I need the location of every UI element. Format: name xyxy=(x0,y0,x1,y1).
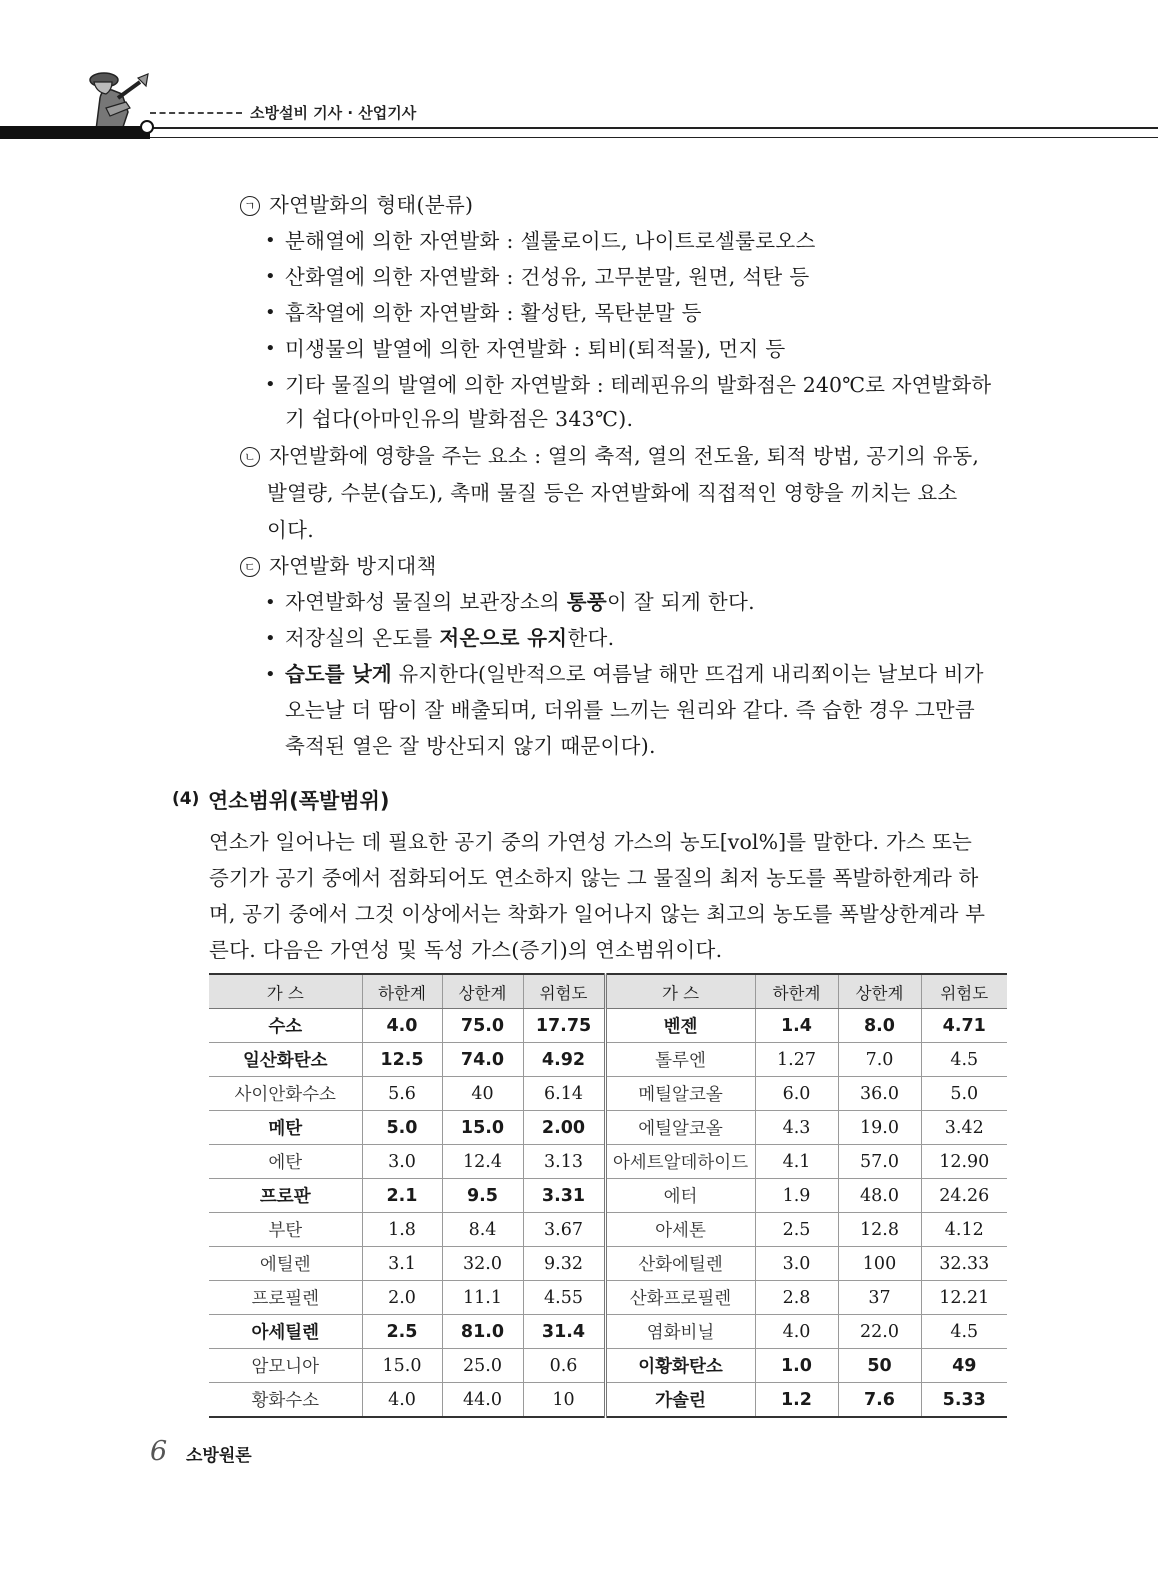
value-cell: 5.0 xyxy=(362,1111,442,1145)
value-cell: 81.0 xyxy=(442,1315,523,1349)
value-cell: 1.27 xyxy=(755,1043,838,1077)
column-header: 위험도 xyxy=(921,974,1007,1009)
gas-name-cell: 산화에틸렌 xyxy=(605,1247,755,1281)
item-c-title-text: 자연발화 방지대책 xyxy=(269,554,437,578)
value-cell: 3.0 xyxy=(362,1145,442,1179)
value-cell: 4.5 xyxy=(921,1043,1007,1077)
value-cell: 4.92 xyxy=(523,1043,605,1077)
section-paragraph-line: 연소가 일어나는 데 필요한 공기 중의 가연성 가스의 농도[vol%]를 말한다. 가스 또는 xyxy=(209,830,972,854)
bullet: • xyxy=(265,338,276,359)
value-cell: 19.0 xyxy=(838,1111,921,1145)
value-cell: 15.0 xyxy=(442,1111,523,1145)
item-c-title xyxy=(240,552,437,580)
circled-marker-c: ㄷ xyxy=(240,557,260,577)
value-cell: 12.4 xyxy=(442,1145,523,1179)
gas-name-cell: 벤젠 xyxy=(605,1009,755,1043)
value-cell: 6.0 xyxy=(755,1077,838,1111)
table-row xyxy=(209,1111,1007,1145)
value-cell: 10 xyxy=(523,1383,605,1418)
value-cell: 5.6 xyxy=(362,1077,442,1111)
header-dash-line xyxy=(150,112,242,114)
header-ring-icon xyxy=(140,120,154,134)
value-cell: 1.0 xyxy=(755,1349,838,1383)
circled-marker-b: ㄴ xyxy=(240,447,260,467)
value-cell: 2.8 xyxy=(755,1281,838,1315)
value-cell: 0.6 xyxy=(523,1349,605,1383)
gas-name-cell: 에터 xyxy=(605,1179,755,1213)
value-cell: 50 xyxy=(838,1349,921,1383)
gas-name-cell: 아세트알데하이드 xyxy=(605,1145,755,1179)
bullet: • xyxy=(265,266,276,287)
gas-name-cell: 이황화탄소 xyxy=(605,1349,755,1383)
a-item: 기타 물질의 발열에 의한 자연발화 : 테레핀유의 발화점은 240℃로 자연발화하 xyxy=(285,373,992,397)
value-cell: 2.1 xyxy=(362,1179,442,1213)
table-row xyxy=(209,1145,1007,1179)
c-item-temperature: 저장실의 온도를 저온으로 유지한다. xyxy=(285,626,615,650)
bullet: • xyxy=(265,230,276,251)
value-cell: 4.12 xyxy=(921,1213,1007,1247)
value-cell: 4.0 xyxy=(362,1383,442,1418)
table-row xyxy=(209,1009,1007,1043)
gas-name-cell: 메탄 xyxy=(209,1111,362,1145)
item-b-line: 이다. xyxy=(267,518,315,542)
value-cell: 57.0 xyxy=(838,1145,921,1179)
c-item-ventilation: 자연발화성 물질의 보관장소의 통풍이 잘 되게 한다. xyxy=(285,590,755,614)
value-cell: 36.0 xyxy=(838,1077,921,1111)
circled-marker-a: ㄱ xyxy=(240,196,260,216)
table-row xyxy=(209,1315,1007,1349)
value-cell: 12.21 xyxy=(921,1281,1007,1315)
value-cell: 25.0 xyxy=(442,1349,523,1383)
header-rule-thin xyxy=(150,137,1158,138)
value-cell: 7.0 xyxy=(838,1043,921,1077)
gas-name-cell: 아세틸렌 xyxy=(209,1315,362,1349)
value-cell: 4.71 xyxy=(921,1009,1007,1043)
gas-name-cell: 염화비닐 xyxy=(605,1315,755,1349)
value-cell: 3.0 xyxy=(755,1247,838,1281)
footer-label: 소방원론 xyxy=(186,1446,252,1466)
table-row xyxy=(209,1383,1007,1418)
flammability-range-table xyxy=(209,973,1007,1418)
value-cell: 1.9 xyxy=(755,1179,838,1213)
value-cell: 1.2 xyxy=(755,1383,838,1418)
value-cell: 49 xyxy=(921,1349,1007,1383)
value-cell: 2.5 xyxy=(362,1315,442,1349)
c-item-humidity-continued: 축적된 열은 잘 방산되지 않기 때문이다). xyxy=(285,734,656,758)
bullet: • xyxy=(265,592,276,613)
value-cell: 12.90 xyxy=(921,1145,1007,1179)
table-header-row xyxy=(209,974,1007,1009)
a-item: 흡착열에 의한 자연발화 : 활성탄, 목탄분말 등 xyxy=(285,301,702,325)
table-row xyxy=(209,1213,1007,1247)
item-b-line xyxy=(240,442,979,470)
column-header: 하한계 xyxy=(755,974,838,1009)
section-title: 연소범위(폭발범위) xyxy=(208,789,390,813)
table-row xyxy=(209,1179,1007,1213)
value-cell: 24.26 xyxy=(921,1179,1007,1213)
value-cell: 9.32 xyxy=(523,1247,605,1281)
value-cell: 12.5 xyxy=(362,1043,442,1077)
value-cell: 2.00 xyxy=(523,1111,605,1145)
section-paragraph-line: 증기가 공기 중에서 점화되어도 연소하지 않는 그 물질의 최저 농도를 폭발하한계라 하 xyxy=(209,866,979,890)
value-cell: 3.31 xyxy=(523,1179,605,1213)
a-item-continued: 기 쉽다(아마인유의 발화점은 343℃). xyxy=(285,407,634,431)
table-row xyxy=(209,1077,1007,1111)
a-item: 미생물의 발열에 의한 자연발화 : 퇴비(퇴적물), 먼지 등 xyxy=(285,337,786,361)
column-header: 위험도 xyxy=(523,974,605,1009)
gas-name-cell: 일산화탄소 xyxy=(209,1043,362,1077)
page-number: 6 xyxy=(150,1436,168,1467)
value-cell: 7.6 xyxy=(838,1383,921,1418)
value-cell: 15.0 xyxy=(362,1349,442,1383)
value-cell: 32.33 xyxy=(921,1247,1007,1281)
gas-name-cell: 에탄 xyxy=(209,1145,362,1179)
bullet: • xyxy=(265,374,276,395)
gas-name-cell: 에틸알코올 xyxy=(605,1111,755,1145)
value-cell: 4.55 xyxy=(523,1281,605,1315)
value-cell: 74.0 xyxy=(442,1043,523,1077)
section-number: (4) xyxy=(172,789,200,809)
value-cell: 4.1 xyxy=(755,1145,838,1179)
bullet: • xyxy=(265,664,276,685)
value-cell: 1.4 xyxy=(755,1009,838,1043)
c-item-humidity-continued: 오는날 더 땀이 잘 배출되며, 더위를 느끼는 원리와 같다. 즉 습한 경우 그만큼 xyxy=(285,698,975,722)
value-cell: 48.0 xyxy=(838,1179,921,1213)
value-cell: 12.8 xyxy=(838,1213,921,1247)
value-cell: 4.3 xyxy=(755,1111,838,1145)
gas-name-cell: 프로필렌 xyxy=(209,1281,362,1315)
gas-name-cell: 프로판 xyxy=(209,1179,362,1213)
item-b-line: 발열량, 수분(습도), 촉매 물질 등은 자연발화에 직접적인 영향을 끼치는 요소 xyxy=(267,481,958,505)
c-item-humidity: 습도를 낮게 유지한다(일반적으로 여름날 해만 뜨겁게 내리쬐이는 날보다 비가 xyxy=(285,662,984,686)
column-header: 가 스 xyxy=(605,974,755,1009)
value-cell: 2.0 xyxy=(362,1281,442,1315)
value-cell: 75.0 xyxy=(442,1009,523,1043)
value-cell: 17.75 xyxy=(523,1009,605,1043)
value-cell: 3.13 xyxy=(523,1145,605,1179)
a-item: 산화열에 의한 자연발화 : 건성유, 고무분말, 원면, 석탄 등 xyxy=(285,265,810,289)
column-header: 가 스 xyxy=(209,974,362,1009)
column-header: 상한계 xyxy=(442,974,523,1009)
gas-name-cell: 암모니아 xyxy=(209,1349,362,1383)
section-paragraph-line: 며, 공기 중에서 그것 이상에서는 착화가 일어나지 않는 최고의 농도를 폭발상한계라 부 xyxy=(209,902,985,926)
value-cell: 31.4 xyxy=(523,1315,605,1349)
value-cell: 4.0 xyxy=(362,1009,442,1043)
value-cell: 4.5 xyxy=(921,1315,1007,1349)
value-cell: 3.1 xyxy=(362,1247,442,1281)
value-cell: 44.0 xyxy=(442,1383,523,1418)
value-cell: 32.0 xyxy=(442,1247,523,1281)
item-a-title-text: 자연발화의 형태(분류) xyxy=(269,193,474,217)
gas-name-cell: 산화프로필렌 xyxy=(605,1281,755,1315)
value-cell: 40 xyxy=(442,1077,523,1111)
item-b-text: 자연발화에 영향을 주는 요소 : 열의 축적, 열의 전도율, 퇴적 방법, 공기의 유동, xyxy=(269,444,979,468)
value-cell: 3.67 xyxy=(523,1213,605,1247)
table-row xyxy=(209,1247,1007,1281)
value-cell: 5.33 xyxy=(921,1383,1007,1418)
gas-name-cell: 부탄 xyxy=(209,1213,362,1247)
value-cell: 8.0 xyxy=(838,1009,921,1043)
gas-name-cell: 가솔린 xyxy=(605,1383,755,1418)
bullet: • xyxy=(265,628,276,649)
header-black-bar xyxy=(0,126,150,139)
value-cell: 22.0 xyxy=(838,1315,921,1349)
table-row xyxy=(209,1349,1007,1383)
header-rule xyxy=(150,127,1158,129)
value-cell: 8.4 xyxy=(442,1213,523,1247)
gas-name-cell: 수소 xyxy=(209,1009,362,1043)
value-cell: 11.1 xyxy=(442,1281,523,1315)
table-row xyxy=(209,1281,1007,1315)
value-cell: 6.14 xyxy=(523,1077,605,1111)
column-header: 상한계 xyxy=(838,974,921,1009)
header-title: 소방설비 기사 · 산업기사 xyxy=(250,104,417,122)
value-cell: 37 xyxy=(838,1281,921,1315)
value-cell: 100 xyxy=(838,1247,921,1281)
gas-name-cell: 메틸알코올 xyxy=(605,1077,755,1111)
value-cell: 2.5 xyxy=(755,1213,838,1247)
gas-name-cell: 황화수소 xyxy=(209,1383,362,1418)
table-row xyxy=(209,1043,1007,1077)
value-cell: 4.0 xyxy=(755,1315,838,1349)
a-item: 분해열에 의한 자연발화 : 셀룰로이드, 나이트로셀룰로오스 xyxy=(285,229,816,253)
value-cell: 1.8 xyxy=(362,1213,442,1247)
gas-name-cell: 톨루엔 xyxy=(605,1043,755,1077)
item-a-title xyxy=(240,191,473,219)
gas-name-cell: 아세톤 xyxy=(605,1213,755,1247)
value-cell: 5.0 xyxy=(921,1077,1007,1111)
value-cell: 9.5 xyxy=(442,1179,523,1213)
column-header: 하한계 xyxy=(362,974,442,1009)
gas-name-cell: 사이안화수소 xyxy=(209,1077,362,1111)
value-cell: 3.42 xyxy=(921,1111,1007,1145)
bullet: • xyxy=(265,302,276,323)
section-paragraph-line: 른다. 다음은 가연성 및 독성 가스(증기)의 연소범위이다. xyxy=(209,938,723,962)
gas-name-cell: 에틸렌 xyxy=(209,1247,362,1281)
